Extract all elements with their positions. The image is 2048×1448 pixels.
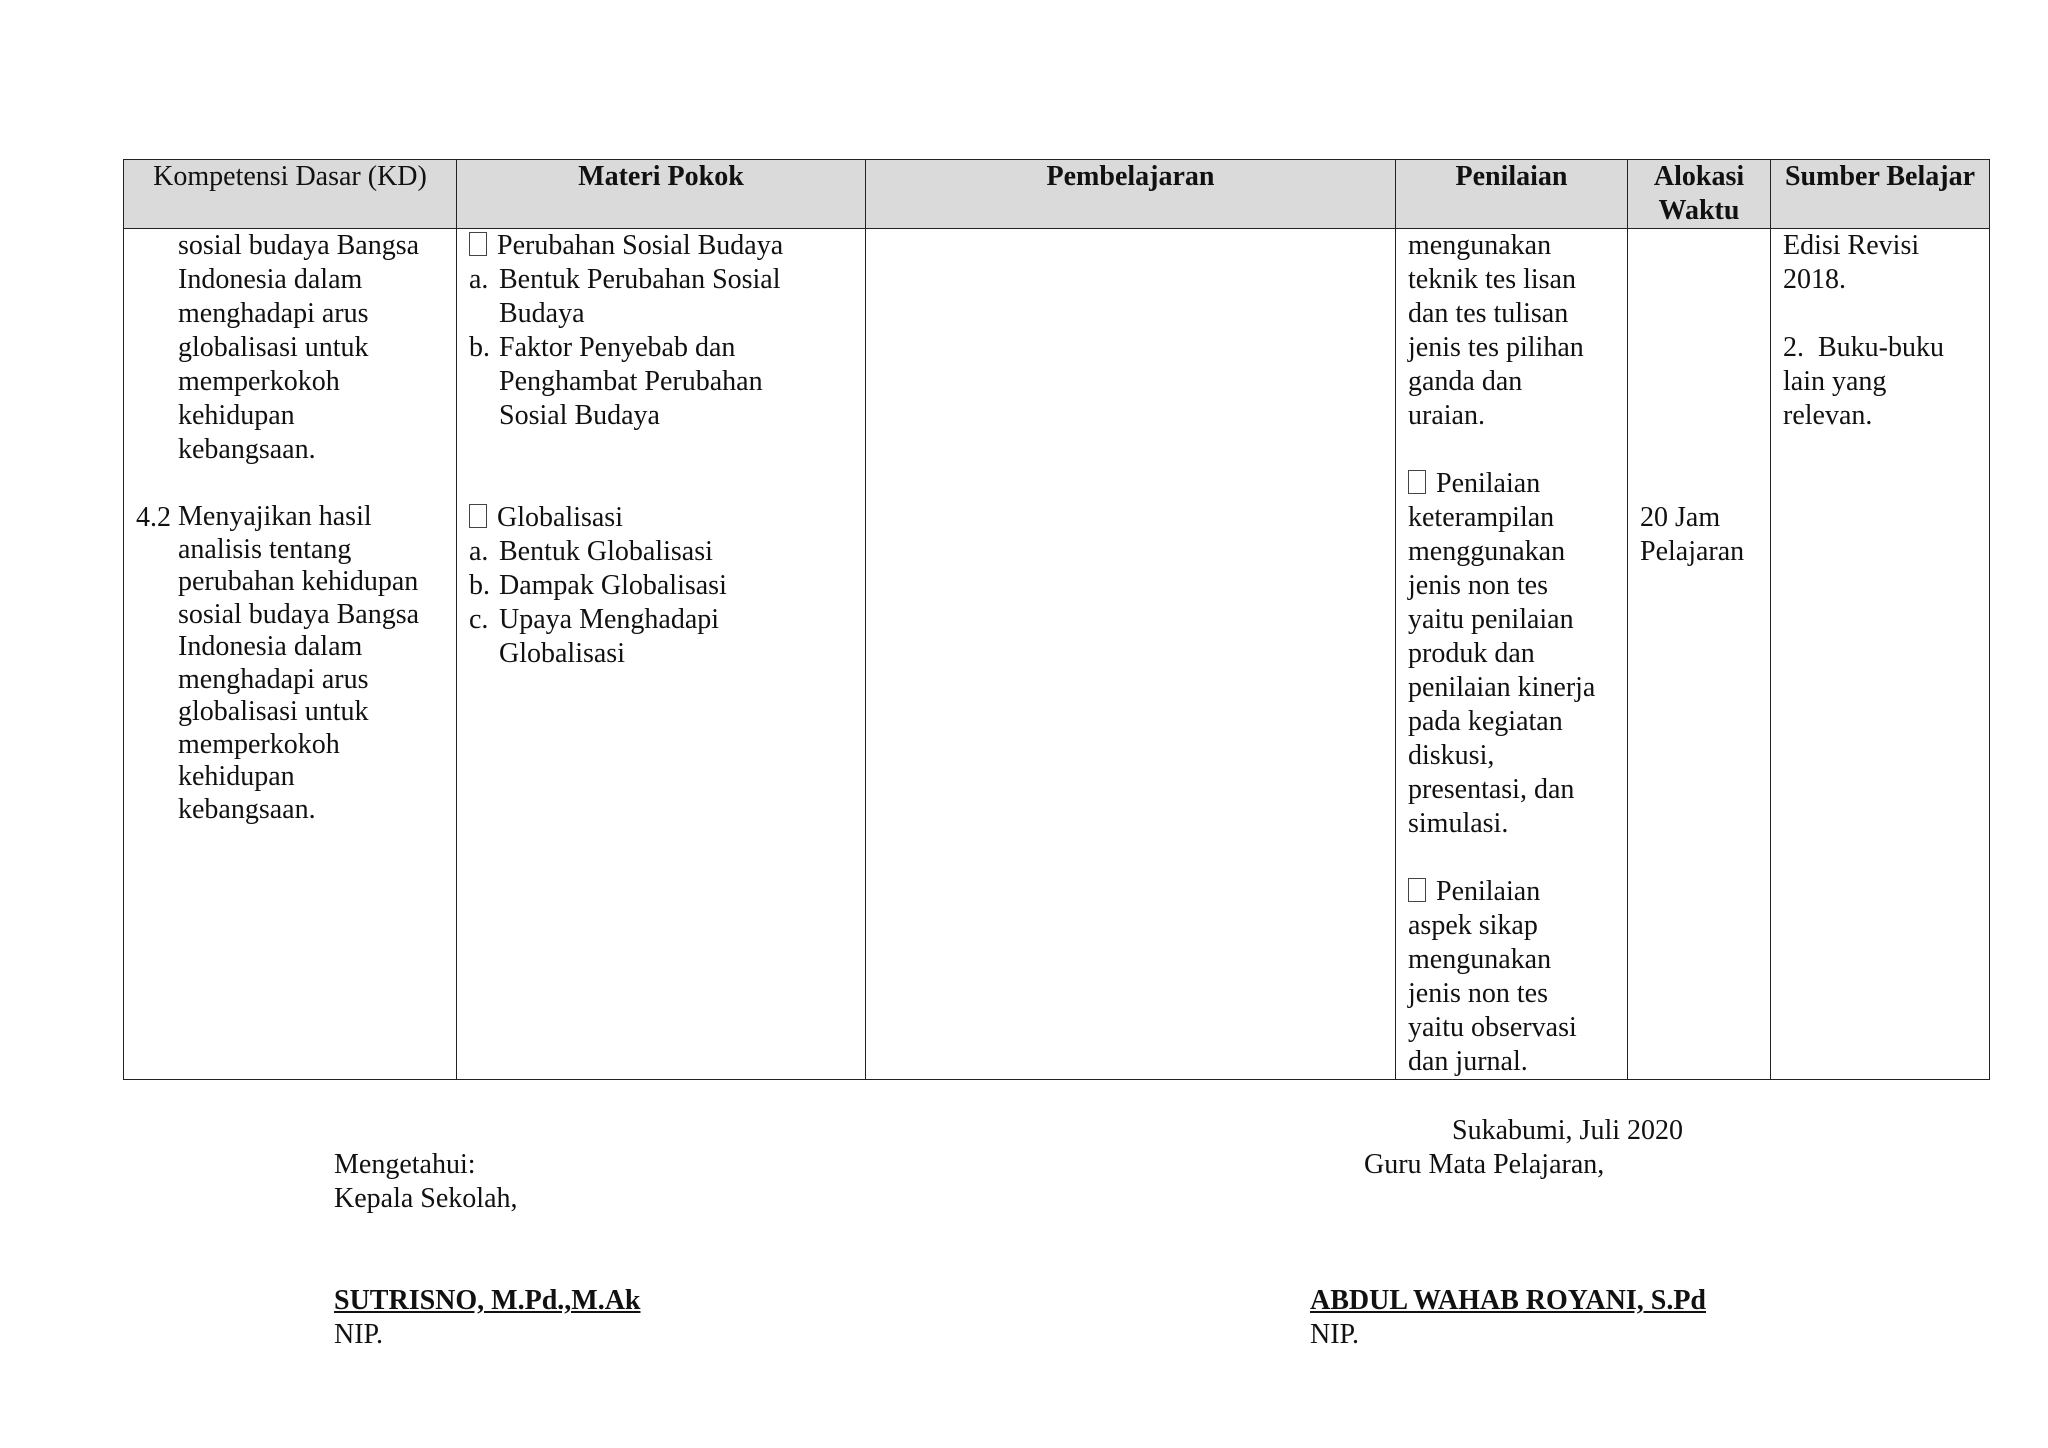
list-item: a. Bentuk Globalisasi bbox=[469, 536, 713, 567]
kd-continued-text: sosial budaya Bangsa Indonesia dalam menghadapi arus globalisasi untuk memperkokoh kehidupan kebangsaan. bbox=[178, 230, 420, 465]
bullet-box-icon bbox=[469, 504, 487, 528]
bullet-box-icon bbox=[1408, 878, 1426, 902]
syllabus-table bbox=[123, 159, 1990, 1080]
table-header-row bbox=[124, 160, 1990, 229]
cell-sumber-belajar: Edisi Revisi 2018. 2. Buku-buku lain yang relevan. bbox=[1771, 229, 1990, 1080]
penilaian-continued-text: mengunakan teknik tes lisan dan tes tulisan jenis tes pilihan ganda dan uraian. bbox=[1408, 230, 1584, 431]
list-item: c. Upaya Menghadapi Globalisasi bbox=[469, 604, 720, 669]
materi-group-perubahan: Perubahan Sosial Budaya a. Bentuk Perubahan Sosial Budaya b. Faktor Penyebab dan Penghambat Perubahan Sosial Budaya bbox=[469, 229, 853, 433]
bullet-box-icon bbox=[469, 232, 487, 256]
cell-pembelajaran bbox=[866, 229, 1396, 1080]
header-pembelajaran: Pembelajaran bbox=[866, 160, 1396, 229]
right-signer-name: ABDUL WAHAB ROYANI, S.Pd bbox=[1310, 1285, 1706, 1316]
place-date: Sukabumi, Juli 2020 bbox=[1452, 1115, 1684, 1146]
left-label-kepala-sekolah: Kepala Sekolah, bbox=[334, 1183, 518, 1214]
bullet-box-icon bbox=[1408, 470, 1426, 494]
cell-alokasi-waktu: 20 Jam Pelajaran bbox=[1628, 229, 1771, 1080]
list-item: b. Dampak Globalisasi bbox=[469, 570, 727, 601]
header-materi-pokok: Materi Pokok bbox=[457, 160, 866, 229]
header-penilaian: Penilaian bbox=[1396, 160, 1628, 229]
header-alokasi-waktu: Alokasi Waktu bbox=[1628, 160, 1771, 229]
kd-item-number: 4.2 bbox=[136, 502, 171, 533]
kd-item-4-2: 4.2 Menyajikan hasil analisis tentang perubahan kehidupan sosial budaya Bangsa Indonesia dalam menghadapi arus globalisasi untuk memperkokoh kehidupan kebangsaan. bbox=[136, 501, 420, 825]
header-sumber-belajar: Sumber Belajar bbox=[1771, 160, 1990, 229]
sumber-item-2: 2. Buku-buku lain yang relevan. bbox=[1783, 332, 1944, 431]
left-signer-name: SUTRISNO, M.Pd.,M.Ak bbox=[334, 1285, 641, 1316]
cell-penilaian bbox=[1396, 229, 1628, 1080]
table-row bbox=[124, 229, 1990, 1080]
penilaian-sikap: Penilaian aspek sikap mengunakan jenis non tes yaitu observasi dan jurnal. bbox=[1408, 876, 1577, 1077]
right-label-guru: Guru Mata Pelajaran, bbox=[1364, 1149, 1605, 1180]
penilaian-keterampilan: Penilaian keterampilan menggunakan jenis non tes yaitu penilaian produk dan penilaian kinerja pada kegiatan diskusi, presentasi, dan simulasi. bbox=[1408, 468, 1596, 839]
right-signer-nip: NIP. bbox=[1310, 1319, 1360, 1350]
left-label-mengetahui: Mengetahui: bbox=[334, 1149, 476, 1180]
cell-materi-pokok bbox=[457, 229, 866, 1080]
left-signer-nip: NIP. bbox=[334, 1319, 384, 1350]
header-kompetensi-dasar: Kompetensi Dasar (KD) bbox=[124, 160, 457, 229]
list-item: a. Bentuk Perubahan Sosial Budaya bbox=[469, 264, 781, 329]
materi-group-globalisasi: Globalisasi a. Bentuk Globalisasi b. Dampak Globalisasi c. Upaya Menghadapi Globalisasi bbox=[469, 501, 853, 671]
cell-kompetensi-dasar bbox=[124, 229, 457, 1080]
list-item: b. Faktor Penyebab dan Penghambat Perubahan Sosial Budaya bbox=[469, 332, 763, 431]
